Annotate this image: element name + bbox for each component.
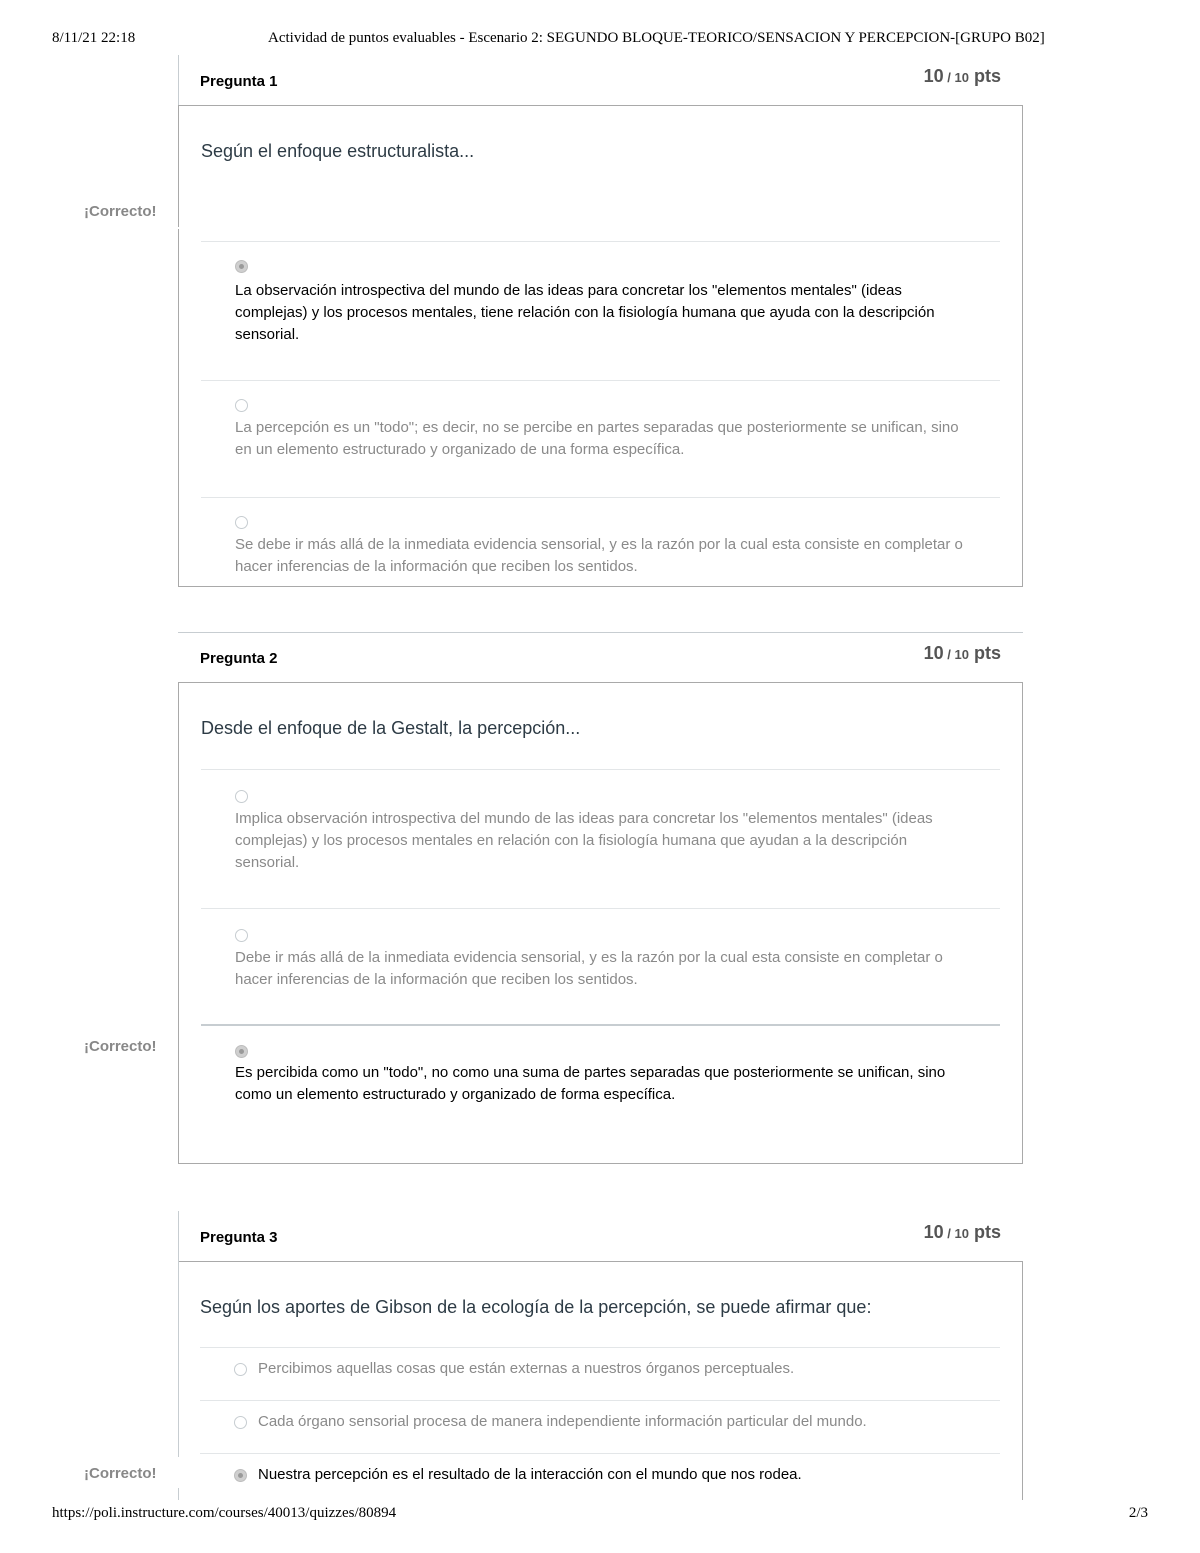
correct-answer-label: ¡Correcto! (84, 1038, 157, 1055)
print-page-title: Actividad de puntos evaluables - Escenario 2: SEGUNDO BLOQUE-TEORICO/SENSACION Y PERCEPCION-[GRUPO B02] (268, 30, 1045, 46)
answer-option[interactable] (201, 380, 1000, 497)
question-header (178, 632, 1023, 682)
correct-answer-label: ¡Correcto! (84, 203, 157, 220)
print-date: 8/11/21 22:18 (52, 30, 136, 46)
radio-icon[interactable] (235, 929, 248, 942)
print-footer (0, 1505, 1200, 1525)
answer-option[interactable] (201, 1024, 1000, 1164)
question-title: Pregunta 1 (200, 73, 278, 90)
question-points: 10 / 10 pts (923, 643, 1001, 663)
answer-text: Se debe ir más allá de la inmediata evidencia sensorial, y es la razón por la cual esta consiste en completar o hacer inferencias de la información que reciben los sentidos. (235, 536, 963, 575)
page-number: 2/3 (1128, 1505, 1148, 1521)
radio-icon[interactable] (235, 790, 248, 803)
radio-icon[interactable] (235, 516, 248, 529)
radio-selected-icon[interactable] (235, 260, 248, 273)
question-points: 10 / 10 pts (923, 1222, 1001, 1242)
question-2 (178, 632, 1023, 1166)
answer-text: Es percibida como un "todo", no como una suma de partes separadas que posteriormente se unifican, sino como un elemento estructurado y organizado de forma específica. (235, 1064, 946, 1103)
question-text: Según el enfoque estructuralista... (201, 141, 475, 161)
print-header (0, 30, 1200, 50)
answer-option[interactable] (201, 241, 1000, 380)
question-text: Desde el enfoque de la Gestalt, la percepción... (201, 718, 581, 738)
radio-icon[interactable] (234, 1416, 247, 1429)
question-header (178, 55, 1023, 105)
correct-answer-label: ¡Correcto! (84, 1465, 157, 1482)
question-points: 10 / 10 pts (923, 66, 1001, 86)
side-line (178, 1261, 179, 1457)
side-line (178, 1488, 179, 1500)
answer-option[interactable] (200, 1453, 1000, 1500)
answer-option[interactable] (200, 1347, 1000, 1400)
answer-text: Nuestra percepción es el resultado de la interacción con el mundo que nos rodea. (258, 1466, 802, 1483)
question-body (178, 682, 1023, 1164)
answer-text: Debe ir más allá de la inmediata evidencia sensorial, y es la razón por la cual esta consiste en completar o hacer inferencias de la información que reciben los sentidos. (235, 949, 943, 988)
question-body (178, 1261, 1023, 1500)
question-header (178, 1211, 1023, 1261)
radio-selected-icon[interactable] (235, 1045, 248, 1058)
answer-text: La observación introspectiva del mundo de las ideas para concretar los "elementos mentales" (ideas complejas) y los procesos mentales, tiene relación con la fisiología humana que ayuda con la descripción sensorial. (235, 282, 935, 343)
question-text: Según los aportes de Gibson de la ecología de la percepción, se puede afirmar que: (200, 1297, 872, 1317)
question-1 (178, 55, 1023, 587)
question-3 (178, 1211, 1023, 1499)
question-body (178, 105, 1023, 587)
question-title: Pregunta 2 (200, 650, 278, 667)
answer-text: Implica observación introspectiva del mundo de las ideas para concretar los "elementos mentales" (ideas complejas) y los procesos mentales en relación con la fisiología humana que ayudan a la descripción sensorial. (235, 810, 933, 871)
answer-option[interactable] (201, 769, 1000, 908)
answer-option[interactable] (201, 497, 1000, 586)
answer-option[interactable] (201, 908, 1000, 1025)
answer-text: La percepción es un "todo"; es decir, no se percibe en partes separadas que posteriormente se unifican, sino en un elemento estructurado y organizado de una forma específica. (235, 419, 959, 458)
radio-selected-icon[interactable] (234, 1469, 247, 1482)
radio-icon[interactable] (234, 1363, 247, 1376)
question-title: Pregunta 3 (200, 1229, 278, 1246)
page-url: https://poli.instructure.com/courses/40013/quizzes/80894 (52, 1505, 397, 1521)
radio-icon[interactable] (235, 399, 248, 412)
answer-text: Cada órgano sensorial procesa de manera independiente información particular del mundo. (258, 1413, 867, 1430)
answer-option[interactable] (200, 1400, 1000, 1453)
answer-text: Percibimos aquellas cosas que están externas a nuestros órganos perceptuales. (258, 1360, 795, 1377)
